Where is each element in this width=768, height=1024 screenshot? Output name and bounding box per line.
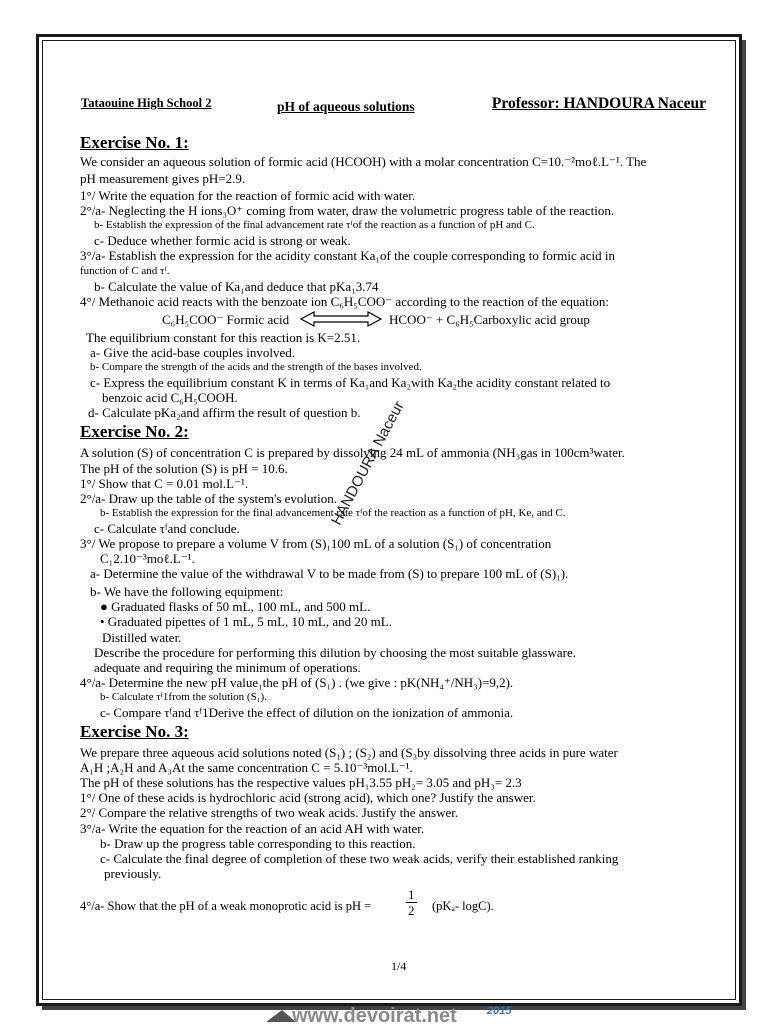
document-header (81, 95, 706, 115)
site-logo-year: 2015 (487, 1005, 512, 1017)
ex1-line: b- Compare the strength of the acids and the strength of the bases involved. (90, 361, 422, 374)
ex3-line: 2°/ Compare the relative strengths of two weak acids. Justify the answer. (80, 805, 459, 821)
ex2-line: The pH of the solution (S) is pH = 10.6. (80, 460, 288, 476)
document-body (80, 131, 690, 927)
ex1-line: c- Express the equilibrium constant K in terms of Ka₁and Ka₂with Ka₂the acidity constant related to (90, 375, 611, 391)
ex1-line: d- Calculate pKa₂and affirm the result of question b. (88, 405, 361, 421)
ex3-line: The pH of these solutions has the respective values pH₁3.55 pH₂= 3.05 and pH₃= 2.3 (80, 775, 522, 791)
ex2-line: 1°/ Show that C = 0.01 mol.L⁻¹. (80, 475, 249, 491)
ex3-line: b- Draw up the progress table corresponding to this reaction. (100, 835, 416, 851)
exercise-2-title: Exercise No. 2: (80, 422, 189, 442)
ex1-line: We consider an aqueous solution of formic acid (HCOOH) with a molar concentration C=10.⁻²moℓ.L⁻¹. The (80, 154, 647, 169)
ex2-line: b- Establish the expression for the final advancement rate τᶠof the reaction as a function of pH, Ke, and C. (100, 506, 566, 519)
ex3-line: 1°/ One of these acids is hydrochloric acid (strong acid), which one? Justify the answer. (80, 790, 536, 806)
ex2-line: 4°/a- Determine the new pH value₁the pH of (S₁) . (we give : pK(NH₄⁺/NH₃)=9,2). (80, 674, 514, 690)
border-shadow-right (742, 40, 746, 1008)
ex2-line: b- We have the following equipment: (90, 584, 284, 600)
ex3-line: We prepare three aqueous acid solutions noted (S₁) ; (S₂) and (S₃by dissolving three acids in pure water (80, 745, 618, 761)
site-logo-text: www.devoirat.net (292, 1005, 457, 1024)
ex2-line: C₁2.10⁻³moℓ.L⁻¹. (100, 551, 195, 567)
site-logo (262, 1000, 522, 1024)
ex1-line: The equilibrium constant for this reaction is K=2.51. (86, 329, 361, 345)
ex1-line: pH measurement gives pH=2.9. (80, 171, 246, 187)
ex2-line: b- Calculate τᶠ1from the solution (S₁). (100, 690, 267, 703)
ex1-line: b- Establish the expression of the final advancement rate τᶠof the reaction as a function of pH and C. (94, 219, 535, 232)
formula-prefix: 4°/a- Show that the pH of a weak monoprotic acid is pH = (80, 898, 372, 913)
ex2-line: A solution (S) of concentration C is prepared by dissolving 24 mL of ammonia (NH₃gas in 100cm³water. (80, 445, 625, 461)
ex2-line: Describe the procedure for performing this dilution by choosing the most suitable glassware. (94, 644, 576, 660)
ex1-line: b- Calculate the value of Ka₁and deduce that pKa₁3.74 (94, 278, 379, 294)
author-watermark: HANDOURA Naceur (328, 398, 408, 528)
ex3-line: 3°/a- Write the equation for the reaction of an acid AH with water. (80, 820, 425, 836)
ex1-line: 2°/a- Neglecting the H ions₃O⁺ coming from water, draw the volumetric progress table of the reaction. (80, 203, 615, 219)
document-title: pH of aqueous solutions (277, 99, 415, 114)
ex2-line: c- Calculate τᶠand conclude. (94, 520, 240, 536)
ex1-line: 1°/ Write the equation for the reaction of formic acid with water. (80, 188, 416, 204)
one-half-fraction (406, 887, 417, 919)
ex2-line: adequate and requiring the minimum of operations. (94, 659, 361, 675)
exercise-1-title: Exercise No. 1: (80, 133, 189, 152)
ex2-line: 3°/ We propose to prepare a volume V from (S)₁100 mL of a solution (S₁) of concentration (80, 535, 552, 551)
equipment-item: ● Graduated flasks of 50 mL, 100 mL, and 500 mL. (100, 599, 371, 615)
ex3-line: c- Calculate the final degree of completion of these two weak acids, verify their established ranking (100, 850, 619, 866)
school-name: Tataouine High School 2 (81, 96, 212, 110)
ph-formula-line (80, 886, 690, 927)
ex2-line: 2°/a- Draw up the table of the system's evolution. (80, 490, 338, 506)
fraction-denominator: 2 (408, 902, 415, 918)
ex2-line: c- Compare τᶠand τᶠ1Derive the effect of dilution on the ionization of ammonia. (100, 705, 514, 720)
ex1-line: 3°/a- Establish the expression for the acidity constant Ka₁of the couple corresponding to formic acid in (80, 248, 615, 264)
equation-products: HCOO⁻ + C₆H₅Carboxylic acid group (389, 311, 590, 327)
ex1-line: function of C and τᶠ. (80, 264, 170, 277)
fraction-numerator: 1 (408, 886, 415, 902)
formula-suffix: (pKₐ- logC). (432, 898, 494, 913)
equipment-item: Distilled water. (102, 629, 182, 645)
double-arrow-icon (300, 311, 382, 327)
professor-name: Professor: HANDOURA Naceur (491, 95, 706, 112)
exercise-3-title: Exercise No. 3: (80, 722, 189, 742)
ex1-line: benzoic acid C₆H₅COOH. (102, 390, 238, 406)
equipment-item: • Graduated pipettes of 1 mL, 5 mL, 10 mL, and 20 mL. (100, 614, 392, 630)
ex2-line: a- Determine the value of the withdrawal V to be made from (S) to prepare 100 mL of (S)₁). (90, 566, 569, 582)
ex1-line: c- Deduce whether formic acid is strong or weak. (94, 233, 351, 249)
reaction-equation (80, 309, 690, 330)
ex3-line: A₁H ;A₂H and A₃At the same concentration C = 5.10⁻³mol.L⁻¹. (80, 760, 413, 776)
ex1-line: a- Give the acid-base couples involved. (90, 344, 296, 360)
ex3-line: previously. (104, 865, 162, 881)
ex1-line: 4°/ Methanoic acid reacts with the benzoate ion C₆H₅COO⁻ according to the reaction of the equation: (80, 293, 610, 309)
equation-reactants: C₆H₅COO⁻ Formic acid (162, 311, 290, 327)
page-number: 1/4 (391, 959, 407, 973)
